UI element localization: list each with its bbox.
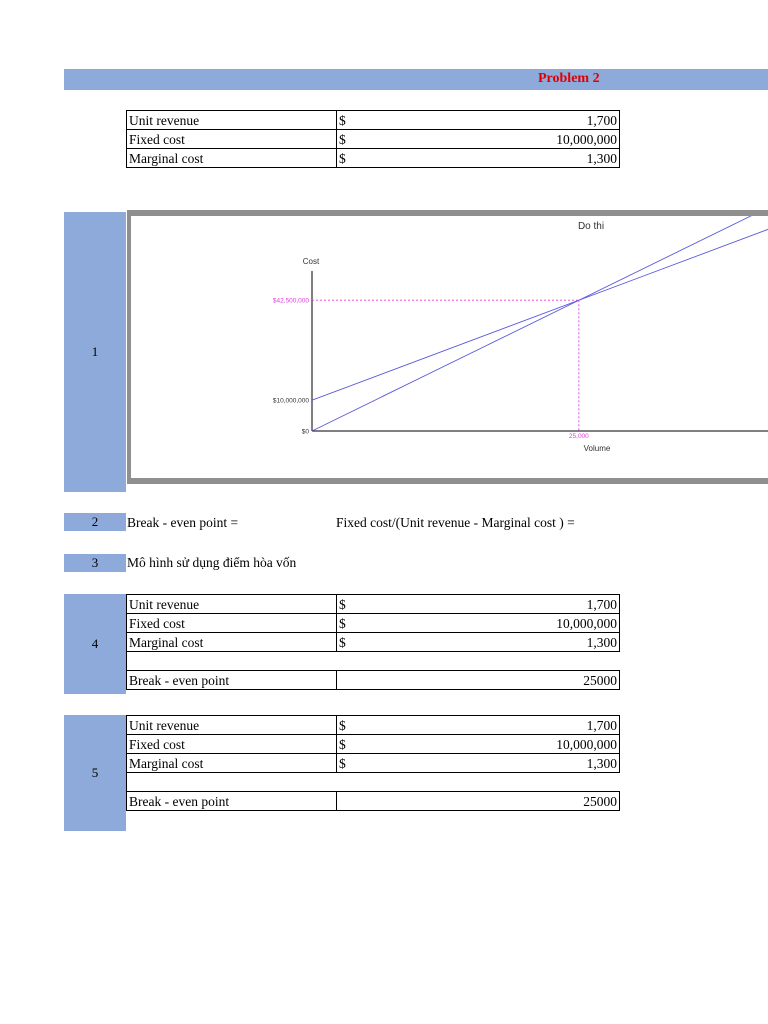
- section-number-3: 3: [64, 554, 126, 572]
- section-number-5: 5: [64, 715, 126, 831]
- result-value[interactable]: 25000: [337, 671, 620, 690]
- currency-symbol: $: [339, 596, 346, 612]
- empty-cell: [127, 652, 337, 671]
- section-number-2: 2: [64, 513, 126, 531]
- table-row: [127, 792, 620, 811]
- currency-symbol: $: [339, 634, 346, 650]
- y-tick-label: $42,500,000: [272, 297, 309, 305]
- model-table-5: [126, 715, 620, 811]
- chart-area: [131, 216, 768, 478]
- break-even-label: Break - even point =: [127, 515, 239, 530]
- input-value: 10,000,000: [556, 131, 617, 147]
- table-row: [127, 716, 620, 735]
- table-row: [127, 149, 620, 168]
- result-value[interactable]: 25000: [337, 792, 620, 811]
- input-table: [126, 110, 620, 168]
- page-title: Problem 2: [538, 71, 600, 86]
- input-value-cell[interactable]: [337, 716, 620, 735]
- chart-title: Do thi: [577, 221, 605, 232]
- currency-symbol: $: [339, 615, 346, 631]
- input-label[interactable]: Unit revenue: [127, 595, 337, 614]
- input-value: 1,300: [586, 755, 617, 771]
- input-value: 10,000,000: [556, 615, 617, 631]
- empty-cell: [337, 652, 620, 671]
- empty-cell: [337, 773, 620, 792]
- chart-frame[interactable]: [127, 210, 768, 484]
- header-band: [64, 69, 768, 90]
- input-value-cell[interactable]: [337, 130, 620, 149]
- table-row: [127, 595, 620, 614]
- y-axis-label: Cost: [302, 257, 320, 266]
- currency-symbol: $: [339, 755, 346, 771]
- table-row: [127, 614, 620, 633]
- input-value-cell[interactable]: [337, 735, 620, 754]
- model-label: Mô hình sử dụng điểm hòa vốn: [127, 555, 297, 570]
- table-row: [127, 130, 620, 149]
- x-tick-label: 25,000: [568, 433, 589, 440]
- total-cost-line: [312, 228, 768, 400]
- currency-symbol: $: [339, 112, 346, 128]
- revenue-line: [312, 216, 768, 431]
- input-value-cell[interactable]: [337, 149, 620, 168]
- section-number-4: 4: [64, 594, 126, 694]
- y-tick-label: $10,000,000: [272, 397, 309, 405]
- input-label[interactable]: Unit revenue: [127, 716, 337, 735]
- table-row: [127, 633, 620, 652]
- input-value-cell[interactable]: [337, 595, 620, 614]
- spacer-row: [127, 652, 620, 671]
- input-value-cell[interactable]: [337, 111, 620, 130]
- input-value-cell[interactable]: [337, 633, 620, 652]
- table-row: [127, 754, 620, 773]
- table-row: [127, 111, 620, 130]
- spacer-row: [127, 773, 620, 792]
- input-label[interactable]: Fixed cost: [127, 614, 337, 633]
- input-label[interactable]: Fixed cost: [127, 735, 337, 754]
- input-value: 1,700: [586, 112, 617, 128]
- currency-symbol: $: [339, 131, 346, 147]
- input-label[interactable]: Marginal cost: [127, 754, 337, 773]
- currency-symbol: $: [339, 736, 346, 752]
- input-value: 1,700: [586, 717, 617, 733]
- table-row: [127, 671, 620, 690]
- input-label[interactable]: Unit revenue: [127, 111, 337, 130]
- input-value: 1,300: [586, 150, 617, 166]
- section-number-1: 1: [64, 212, 126, 492]
- break-even-chart: [131, 216, 768, 478]
- input-value: 10,000,000: [556, 736, 617, 752]
- empty-cell: [127, 773, 337, 792]
- result-label[interactable]: Break - even point: [127, 792, 337, 811]
- input-value-cell[interactable]: [337, 614, 620, 633]
- input-label[interactable]: Fixed cost: [127, 130, 337, 149]
- x-axis-label: Volume: [583, 444, 611, 453]
- model-table-4: [126, 594, 620, 690]
- input-label[interactable]: Marginal cost: [127, 633, 337, 652]
- currency-symbol: $: [339, 150, 346, 166]
- y-tick-label: $0: [301, 428, 309, 436]
- input-value: 1,300: [586, 634, 617, 650]
- input-value-cell[interactable]: [337, 754, 620, 773]
- input-label[interactable]: Marginal cost: [127, 149, 337, 168]
- result-label[interactable]: Break - even point: [127, 671, 337, 690]
- table-row: [127, 735, 620, 754]
- currency-symbol: $: [339, 717, 346, 733]
- input-value: 1,700: [586, 596, 617, 612]
- break-even-formula: Fixed cost/(Unit revenue - Marginal cost ) =: [336, 515, 575, 530]
